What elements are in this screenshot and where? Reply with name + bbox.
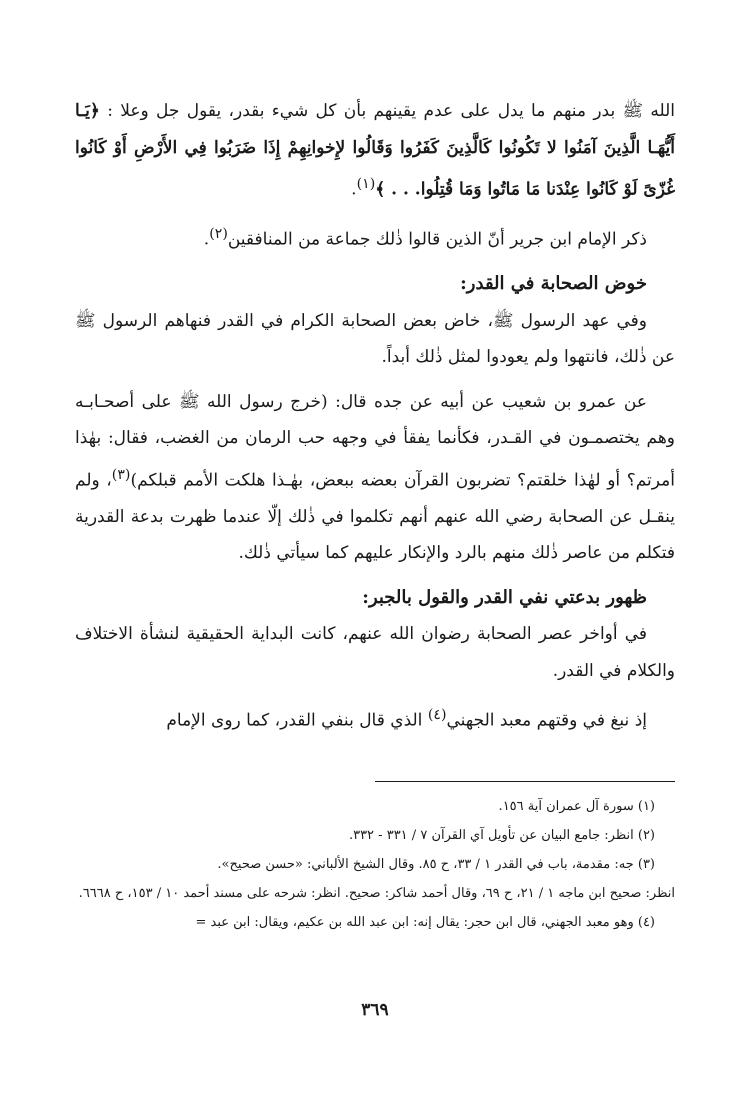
footnote-1: (١) سورة آل عمران آية ١٥٦. [498,799,655,814]
paragraph-5: في أواخر عصر الصحابة رضوان الله عنهم، كانت البداية الحقيقية لنشأة الاختلاف والكلام في القدر. [75,624,675,681]
punctuation: . [203,229,210,250]
quran-verse: ﴿يَـا أَيُّهَـا الَّذِينَ آمَنُوا لا تَكُونُوا كَالَّذِينَ كَفَرُوا وَقَالُوا لإِخوانِهِمْ إِذَا ضَرَبُوا فِي الأَرْضِ أَوْ كَانُوا غُزّىً لَوْ كَانُوا عِنْدَنا مَا مَاتُوا وَمَا قُتِلُوا. . . ﴾ [75,101,675,200]
paragraph-6 [75,697,675,739]
paragraph-1 [75,93,675,208]
footnote-ref-3: (٣) [111,466,131,483]
paragraph-6-text-b: الذي قال بنفي القدر، كما روى الإمام [166,711,428,732]
footnote-3-continued: انظر: صحيح ابن ماجه ١ / ٢١، ح ٦٩، وقال أحمد شاكر: صحيح. انظر: شرحه على مسند أحمد ١٠ / ١٥٣، ح ٦٦٦٨. [78,886,675,901]
paragraph-1-intro: الله ﷺ بدر منهم ما يدل على عدم يقينهم بأن كل شيء بقدر، يقول جل وعلا : [107,101,675,121]
footnote-3: (٣) جه: مقدمة، باب في القدر ١ / ٣٣، ح ٨٥. وقال الشيخ الألباني: «حسن صحيح». [217,857,655,872]
section-heading-1: خوض الصحابة في القدر: [460,273,647,295]
footnote-ref-4: (٤) [427,707,447,724]
section-heading-2: ظهور بدعتي نفي القدر والقول بالجبر: [362,586,647,608]
footnote-4: (٤) وهو معبد الجهني، قال ابن حجر: يقال إنه: ابن عبد الله بن عكيم، ويقال: ابن عبد = [195,915,655,930]
paragraph-6-text-a: إذ نبغ في وقتهم معبد الجهني [446,711,647,732]
page-number: ٣٦٩ [361,1000,389,1020]
main-text [75,93,675,740]
footnote-2: (٢) انظر: جامع البيان عن تأويل آي القرآن ٧ / ٣٣١ - ٣٣٢. [348,828,655,843]
paragraph-3: وفي عهد الرسول ﷺ، خاض بعض الصحابة الكرام في القدر فنهاهم الرسول ﷺ عن ذٰلك، فانتهوا ولم يعودوا لمثل ذٰلك أبداً. [75,310,675,368]
paragraph-2 [75,216,675,258]
punctuation: . [351,179,357,200]
paragraph-4 [75,384,675,572]
paragraph-2-text: ذكر الإمام ابن جرير أنّ الذين قالوا ذٰلك جماعة من المنافقين [227,229,647,250]
footnotes [60,792,675,937]
paragraph-4-hadith: عن عمرو بن شعيب عن أبيه عن جده قال: (خرج رسول الله ﷺ على أصحـابـه وهم يختصمـون في القـدر، فكأنما يفقأ في وجهه حب الرمان من الغضب، فقال: بهٰذا أمرتم؟ أو لهٰذا خلقتم؟ تضربون القرآن بعضه ببعض، بهٰـذا هلكت الأمم قبلكم) [75,391,675,491]
footnote-ref-2: (٢) [209,226,228,243]
footnote-separator [375,781,675,782]
footnote-ref-1: (١) [356,176,376,192]
paragraph-4-text: ، ولم ينقـل عن الصحابة رضي الله عنهم أنهم تكلموا في ذٰلك إلّا عندما ظهرت بدعة القدرية فتكلم من عاصر ذٰلك منهم بالرد والإنكار عليهم كما سيأتي ذٰلك. [75,470,675,564]
